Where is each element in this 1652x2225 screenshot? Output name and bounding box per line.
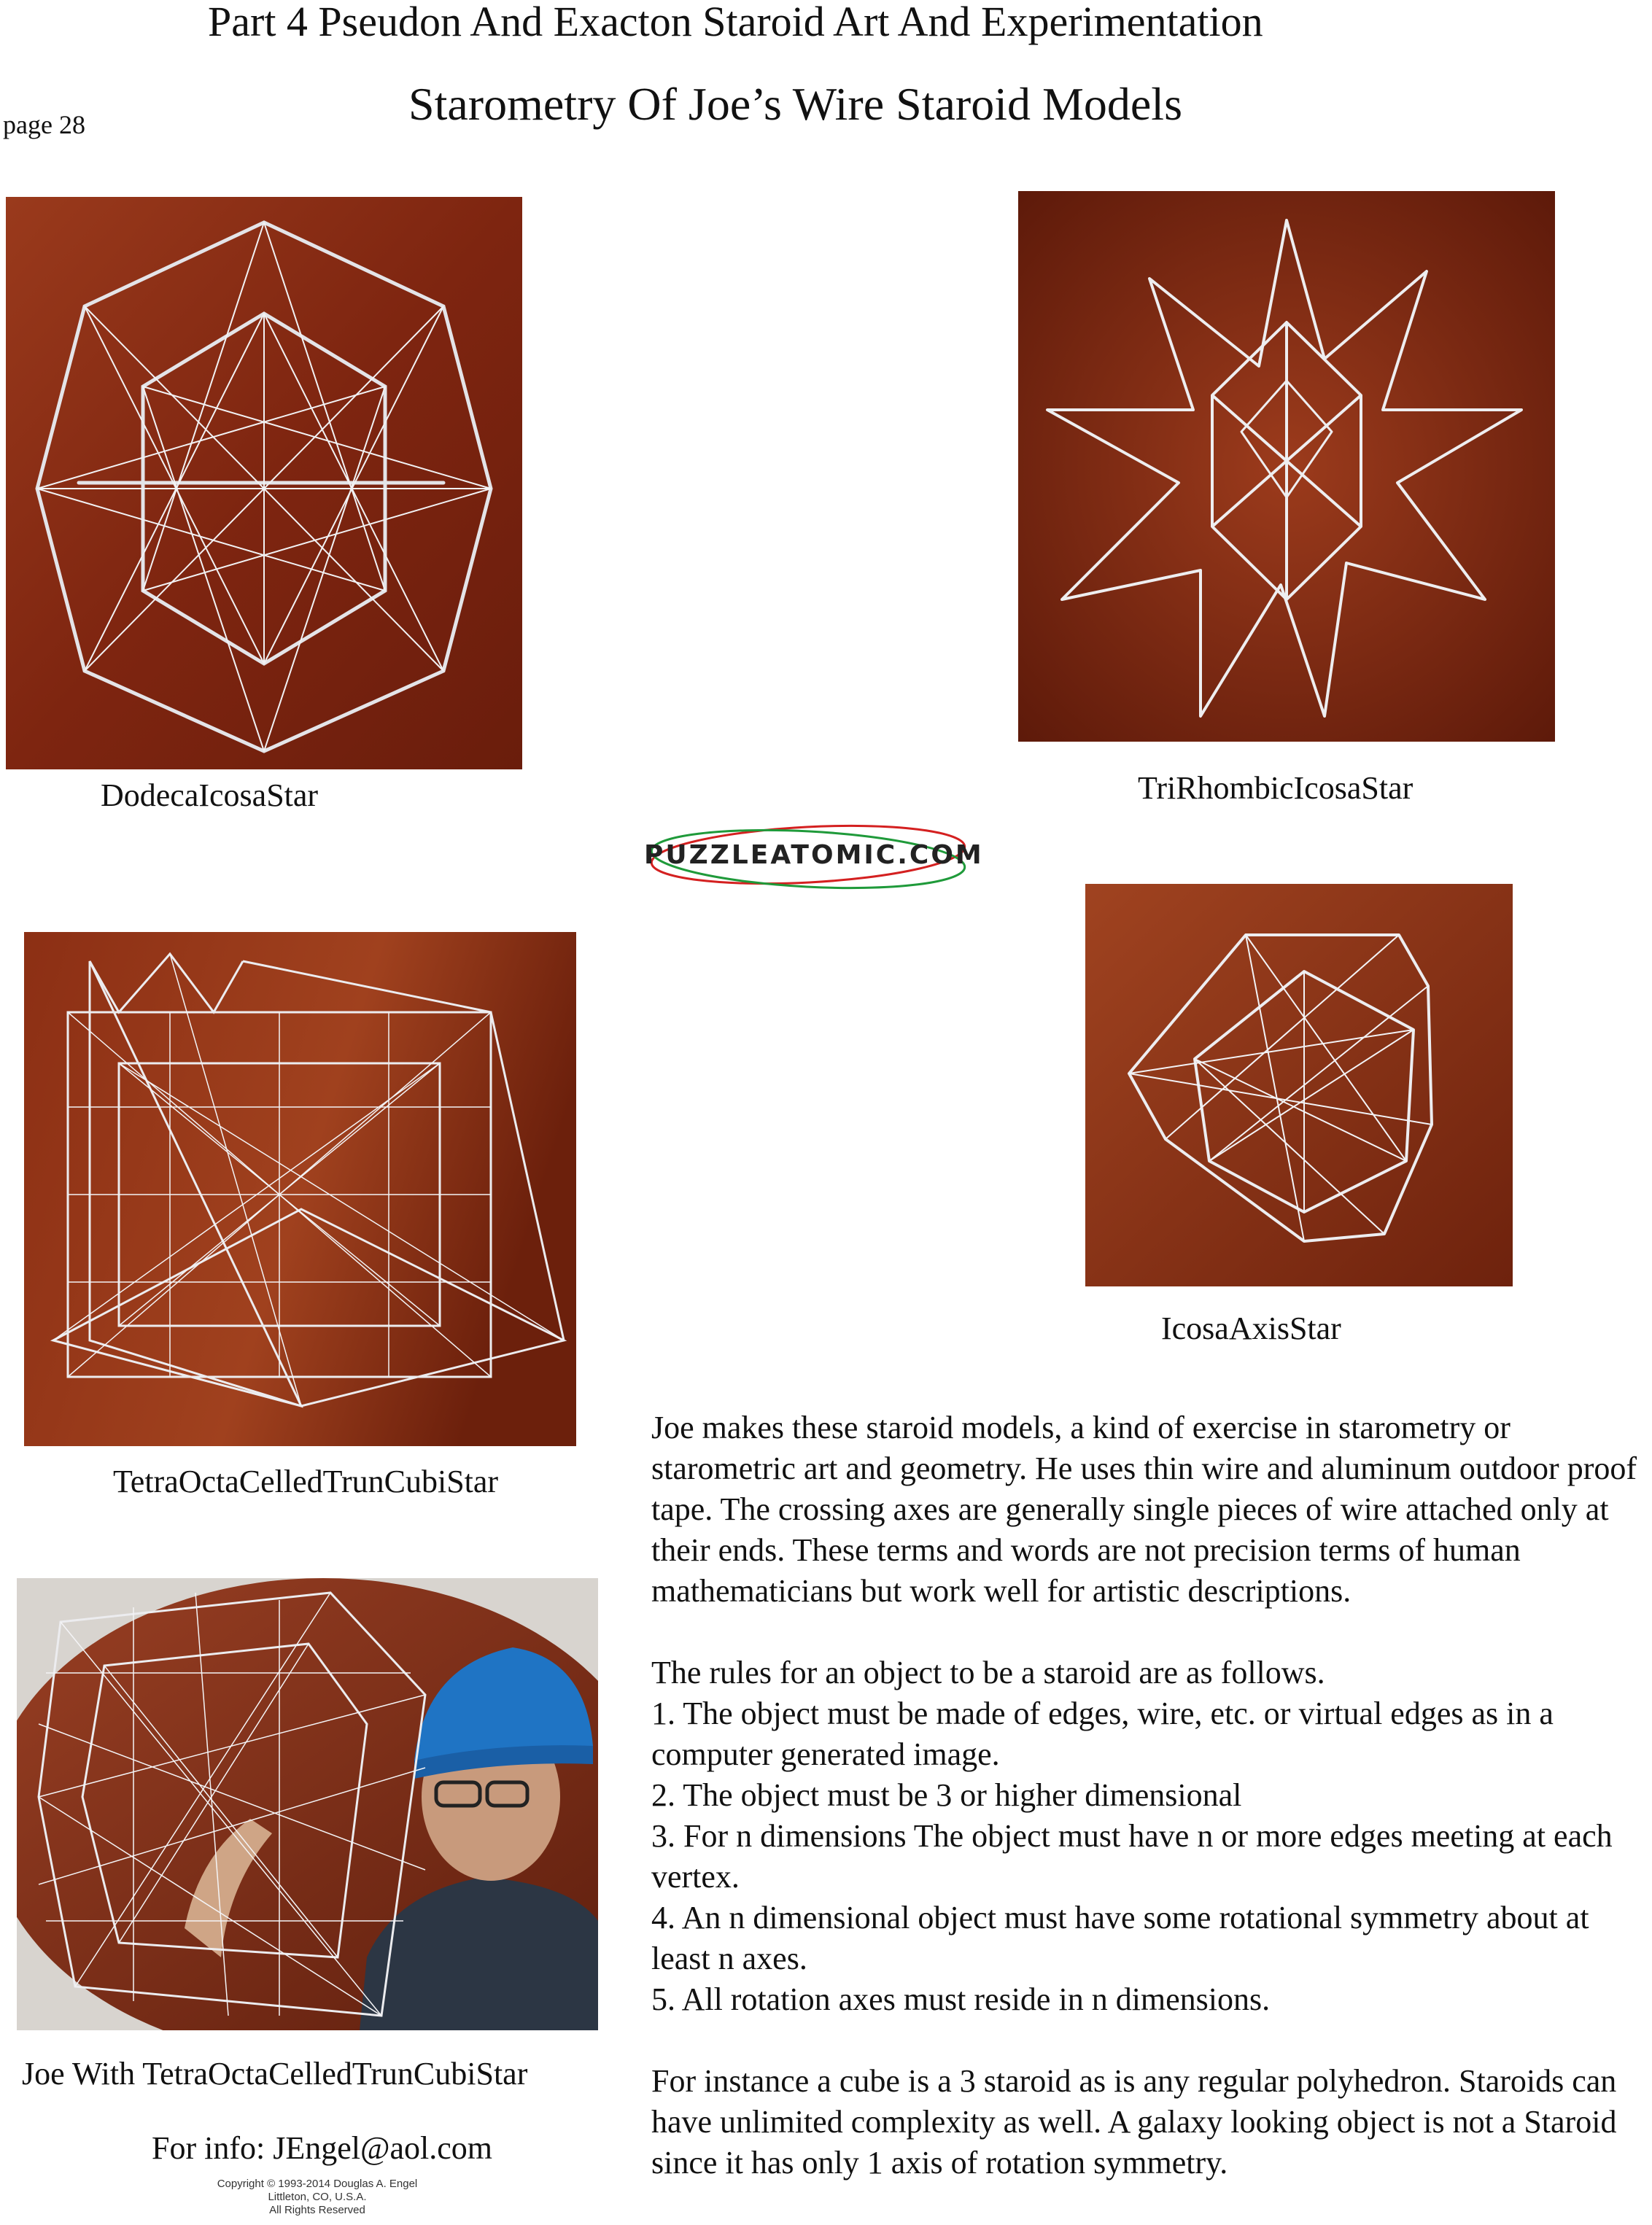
rule-4: 4. An n dimensional object must have some rotational symmetry about at least n axes. xyxy=(651,1900,1589,1976)
caption-trirhombicicosastar: TriRhombicIcosaStar xyxy=(1138,770,1413,806)
photo-tetraoctacelledtruncubistar xyxy=(24,932,576,1446)
puzzleatomic-logo xyxy=(644,823,984,893)
rule-3: 3. For n dimensions The object must have n or more edges meeting at each vertex. xyxy=(651,1818,1613,1895)
caption-icosaaxisstar: IcosaAxisStar xyxy=(1161,1310,1341,1346)
photo-dodecaicosastar xyxy=(6,197,522,769)
logo-text: PUZZLEATOMIC.COM xyxy=(644,840,984,870)
page-number: page 28 xyxy=(3,110,85,139)
page-title: Part 4 Pseudon And Exacton Staroid Art And Experimentation xyxy=(208,0,1263,45)
contact-info: For info: JEngel@aol.com xyxy=(152,2130,493,2166)
closing-paragraph: For instance a cube is a 3 staroid as is any regular polyhedron. Staroids can have unlimited complexity as well. A galaxy looking object is not a Staroid since it has only 1 axis of rotation symmetry. xyxy=(651,2063,1617,2181)
article-body xyxy=(651,1407,1643,2183)
copyright-rights: All Rights Reserved xyxy=(269,2204,365,2216)
caption-tetraoctacelledtruncubistar: TetraOctaCelledTrunCubiStar xyxy=(113,1464,499,1499)
copyright-location: Littleton, CO, U.S.A. xyxy=(268,2191,367,2203)
rule-5: 5. All rotation axes must reside in n dimensions. xyxy=(651,1981,1271,2017)
page-subtitle: Starometry Of Joe’s Wire Staroid Models xyxy=(408,78,1182,130)
intro-paragraph: Joe makes these staroid models, a kind of exercise in starometry or starometric art and geometry. He uses thin wire and aluminum outdoor proof tape. The crossing axes are generally single pieces of wire attached only at their ends. These terms and words are not precision terms of human mathematicians but work well for artistic descriptions. xyxy=(651,1410,1637,1609)
photo-trirhombicicosastar xyxy=(1018,191,1555,742)
photo-icosaaxisstar xyxy=(1085,884,1513,1286)
rule-1: 1. The object must be made of edges, wire, etc. or virtual edges as in a computer generated image. xyxy=(651,1696,1554,1772)
caption-dodecaicosastar: DodecaIcosaStar xyxy=(101,777,319,813)
photo-joe xyxy=(17,1578,598,2030)
rules-intro: The rules for an object to be a staroid are as follows. xyxy=(651,1655,1325,1690)
caption-joe: Joe With TetraOctaCelledTrunCubiStar xyxy=(22,2056,528,2092)
copyright-line: Copyright © 1993-2014 Douglas A. Engel xyxy=(217,2178,418,2190)
copyright-notice xyxy=(168,2178,467,2217)
rule-2: 2. The object must be 3 or higher dimensional xyxy=(651,1777,1242,1813)
